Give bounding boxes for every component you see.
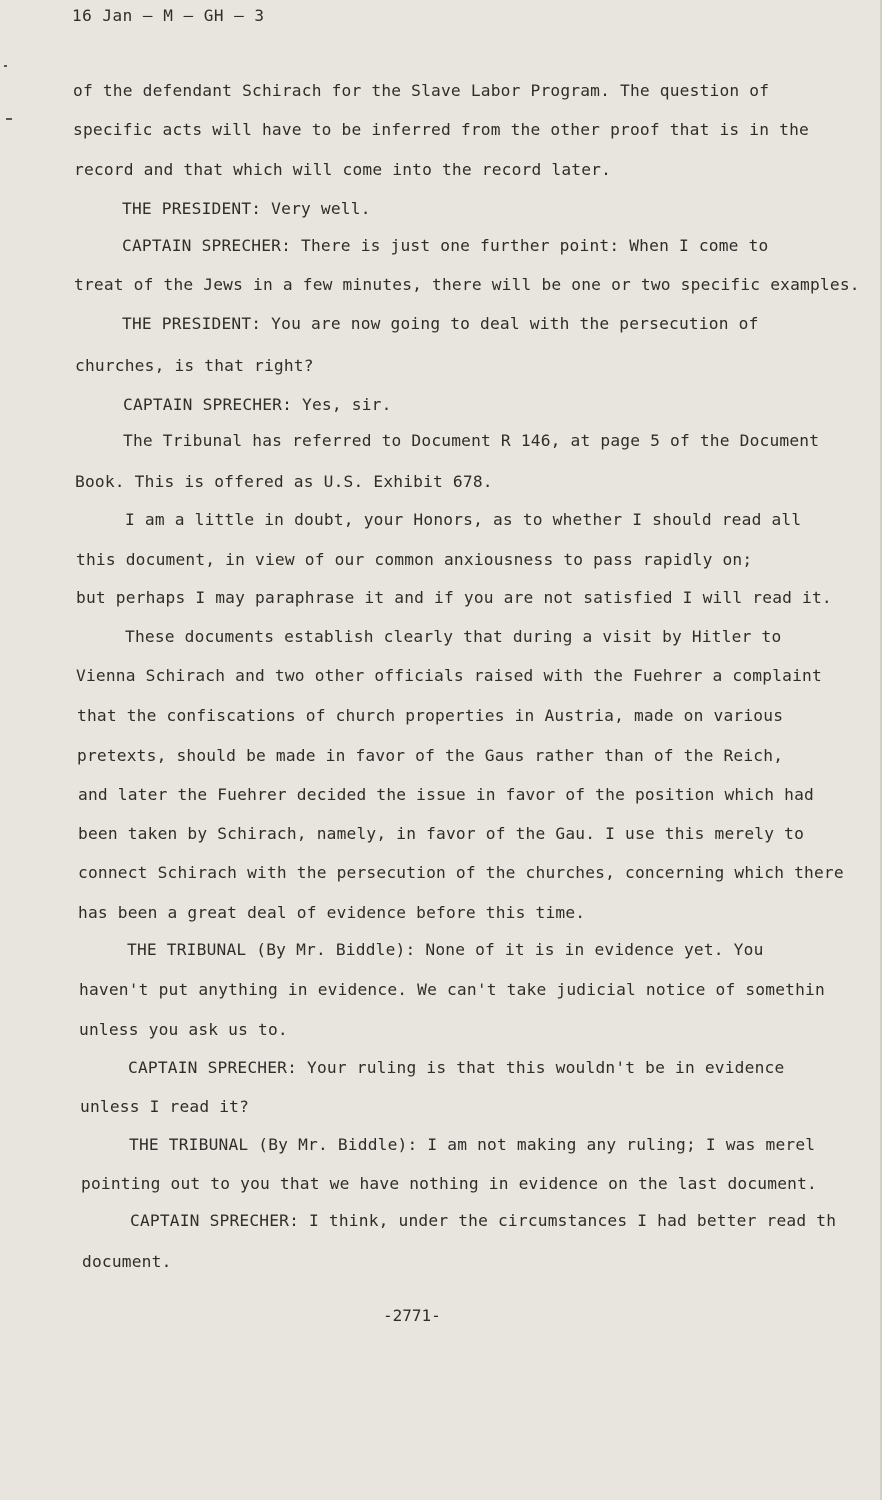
text-line: churches, is that right? — [75, 356, 314, 375]
text-line: These documents establish clearly that during a visit by Hitler to — [125, 627, 782, 646]
margin-mark — [6, 118, 12, 120]
text-line: THE TRIBUNAL (By Mr. Biddle): I am not making any ruling; I was merel — [129, 1135, 816, 1154]
text-line: pointing out to you that we have nothing in evidence on the last document. — [81, 1174, 817, 1193]
text-line: treat of the Jews in a few minutes, there will be one or two specific examples. — [74, 275, 860, 294]
text-line: been taken by Schirach, namely, in favor of the Gau. I use this merely to — [78, 824, 805, 843]
text-line: that the confiscations of church properties in Austria, made on various — [77, 706, 784, 725]
text-line: The Tribunal has referred to Document R 146, at page 5 of the Document — [123, 431, 820, 450]
text-line: this document, in view of our common anxiousness to pass rapidly on; — [76, 550, 753, 569]
text-line: THE TRIBUNAL (By Mr. Biddle): None of it is in evidence yet. You — [127, 940, 764, 959]
text-line: has been a great deal of evidence before this time. — [78, 903, 586, 922]
text-line: Book. This is offered as U.S. Exhibit 678. — [75, 472, 493, 491]
text-line: CAPTAIN SPRECHER: Your ruling is that this wouldn't be in evidence — [128, 1058, 785, 1077]
text-line: pretexts, should be made in favor of the Gaus rather than of the Reich, — [77, 746, 784, 765]
text-line: haven't put anything in evidence. We can't take judicial notice of somethin — [79, 980, 825, 999]
text-line: document. — [82, 1252, 172, 1271]
text-line: THE PRESIDENT: Very well. — [122, 199, 371, 218]
text-line: unless I read it? — [80, 1097, 250, 1116]
text-line: I am a little in doubt, your Honors, as to whether I should read all — [125, 510, 802, 529]
text-line: CAPTAIN SPRECHER: Yes, sir. — [123, 395, 392, 414]
text-line: record and that which will come into the record later. — [74, 160, 612, 179]
page-header: 16 Jan – M – GH – 3 — [72, 6, 265, 25]
page-number: -2771- — [383, 1306, 441, 1325]
text-line: CAPTAIN SPRECHER: There is just one further point: When I come to — [122, 236, 769, 255]
text-line: CAPTAIN SPRECHER: I think, under the circumstances I had better read th — [130, 1211, 837, 1230]
text-line: of the defendant Schirach for the Slave Labor Program. The question of — [73, 81, 770, 100]
text-line: and later the Fuehrer decided the issue in favor of the position which had — [78, 785, 814, 804]
text-line: but perhaps I may paraphrase it and if you are not satisfied I will read it. — [76, 588, 832, 607]
text-line: connect Schirach with the persecution of the churches, concerning which there — [78, 863, 844, 882]
text-line: THE PRESIDENT: You are now going to deal with the persecution of — [122, 314, 759, 333]
text-line: specific acts will have to be inferred from the other proof that is in the — [73, 120, 809, 139]
margin-mark — [4, 65, 7, 67]
text-line: unless you ask us to. — [79, 1020, 288, 1039]
text-line: Vienna Schirach and two other officials raised with the Fuehrer a complaint — [76, 666, 822, 685]
